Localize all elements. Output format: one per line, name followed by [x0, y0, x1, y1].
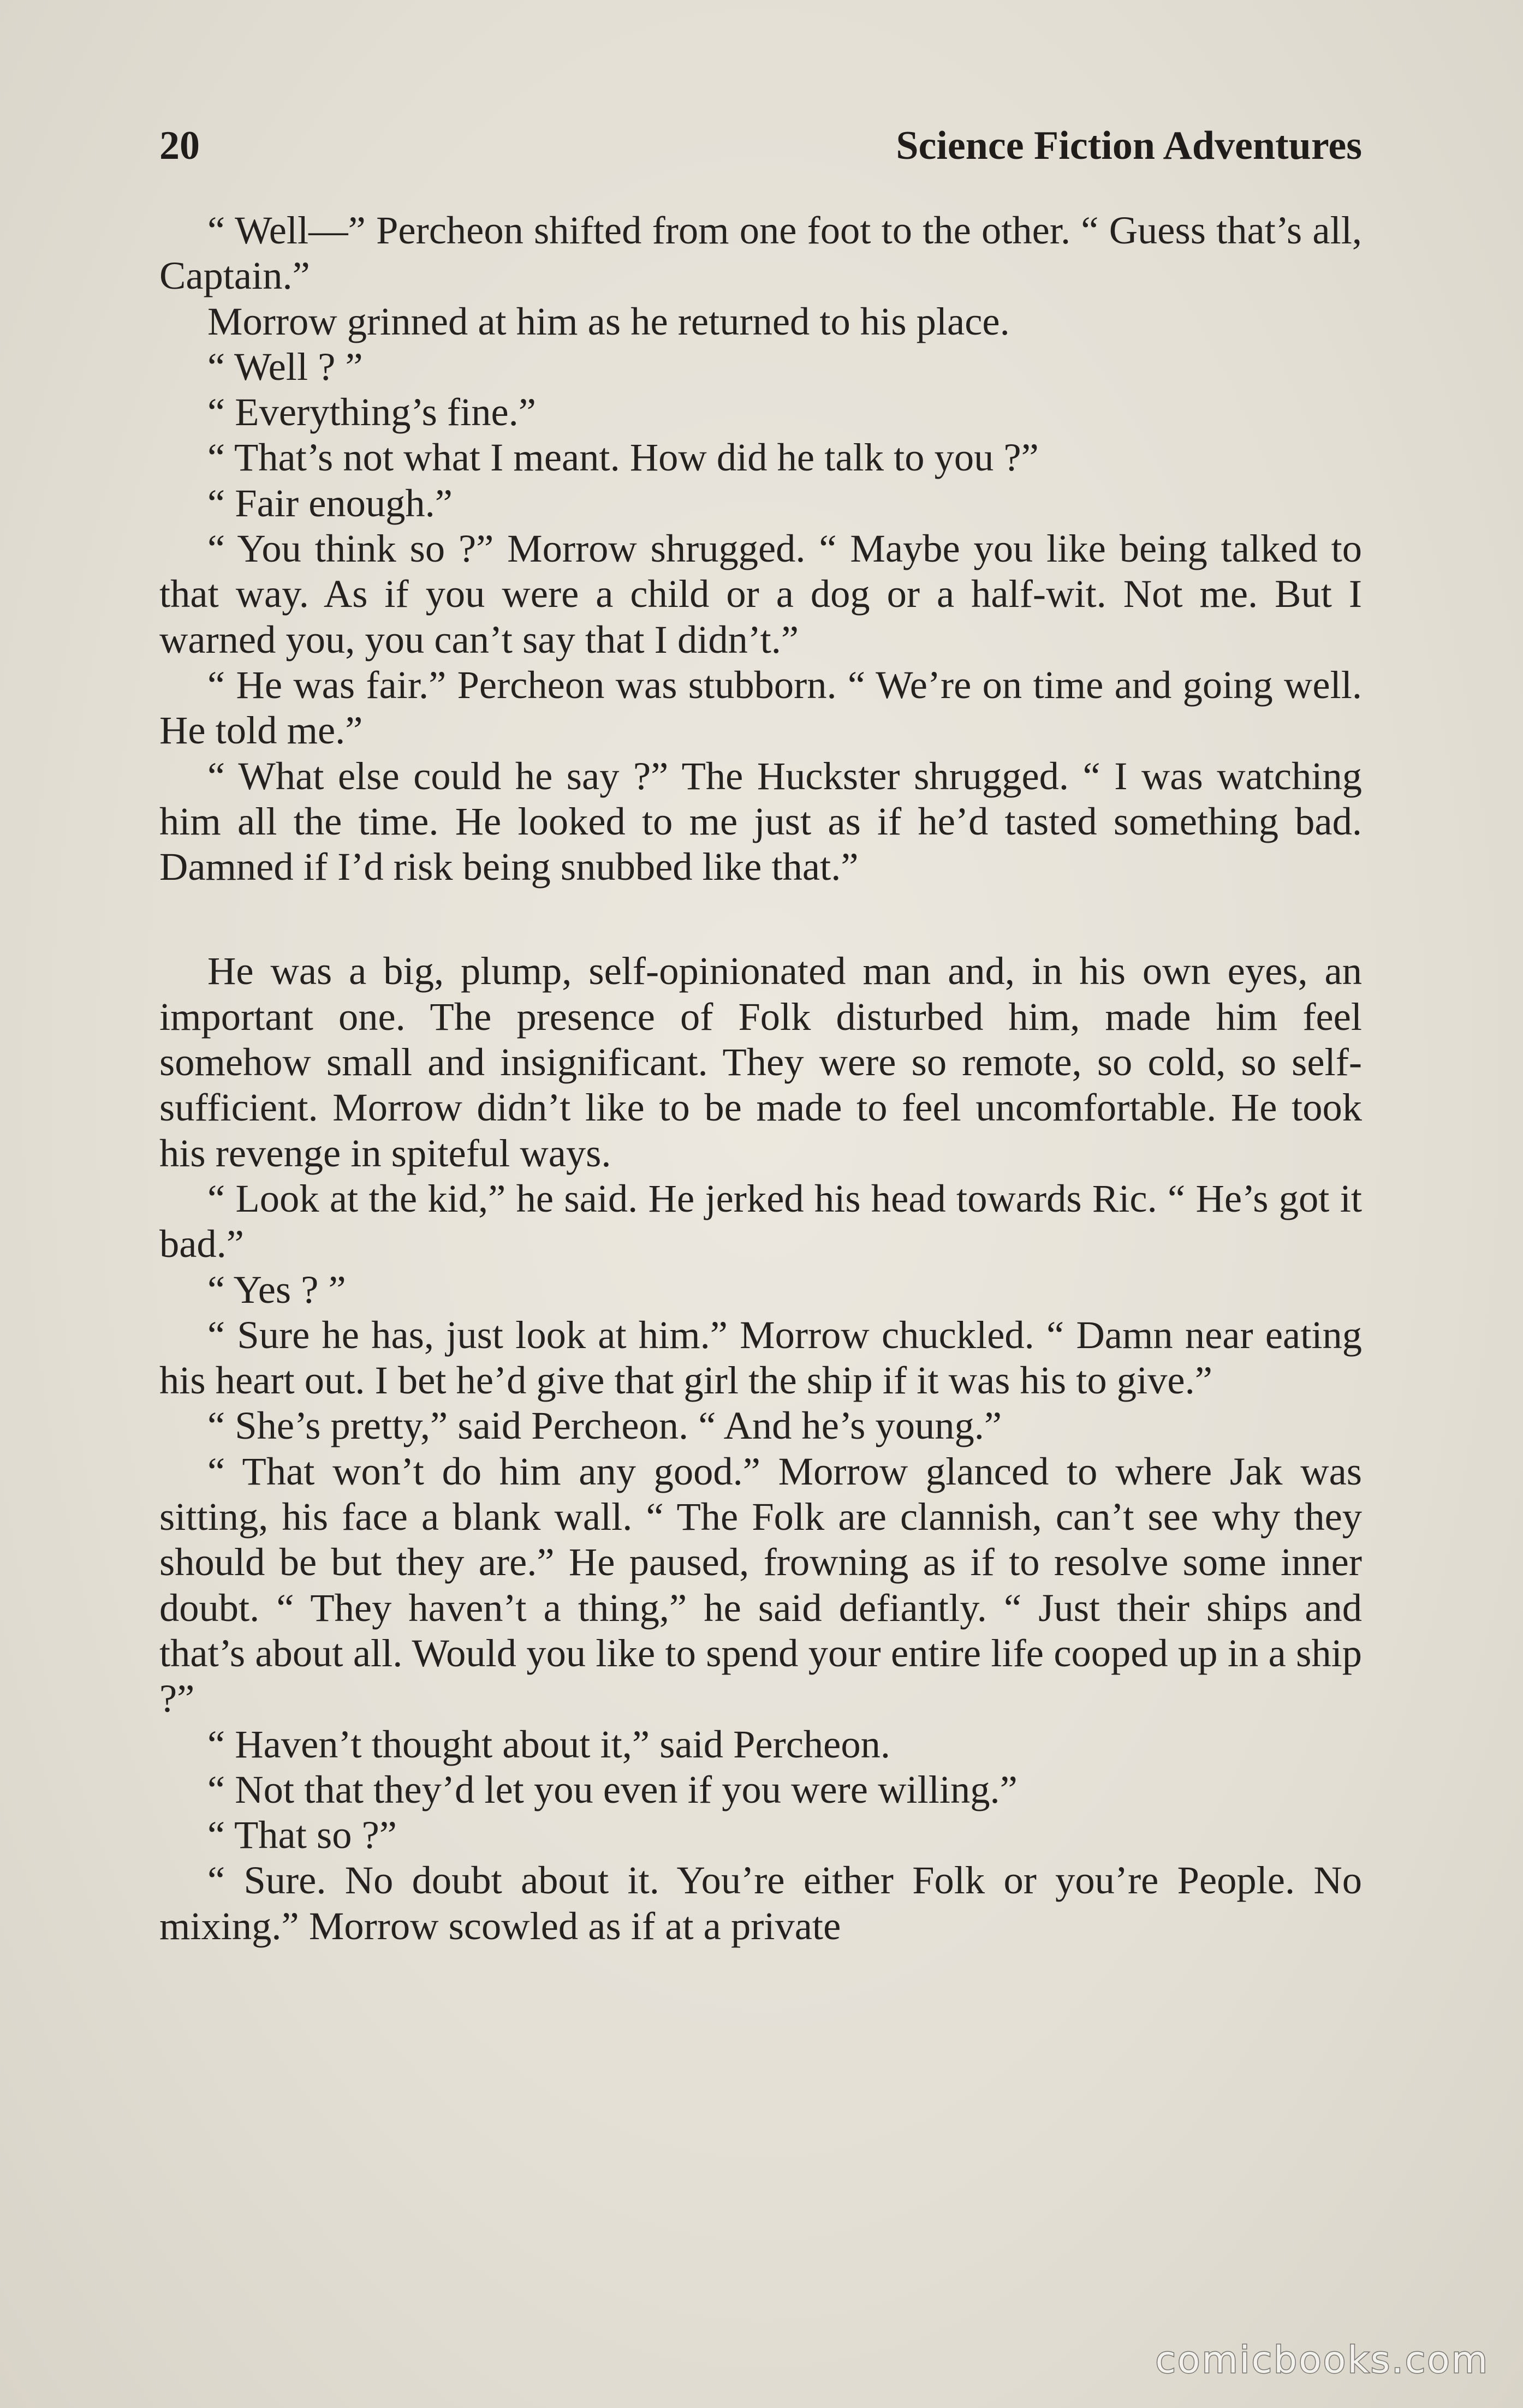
paragraph: “ That so ?”: [207, 1813, 397, 1857]
paragraph: “ Well—” Percheon shifted from one foot to the other. “ Guess that’s all, Captain.”: [159, 208, 1362, 298]
paragraph: Morrow grinned at him as he returned to his place.: [207, 299, 1010, 343]
paragraph: “ What else could he say ?” The Huckster shrugged. “ I was watching him all the time. He looked to me just as if he’d tasted something bad. Damned if I’d risk being snubbed like that.”: [159, 753, 1362, 889]
paragraph: “ She’s pretty,” said Percheon. “ And he’s young.”: [207, 1403, 1002, 1448]
paragraph: “ He was fair.” Percheon was stubborn. “ We’re on time and going well. He told me.”: [159, 662, 1362, 753]
paragraph: “ Yes ? ”: [207, 1267, 346, 1312]
paragraph: “ That’s not what I meant. How did he talk to you ?”: [207, 435, 1039, 480]
paragraph: “ Well ? ”: [207, 344, 363, 389]
paragraph: He was a big, plump, self-opinionated man and, in his own eyes, an important one. The presence of Folk disturbed him, made him feel somehow small and insignificant. They were so remote, so cold, so self-sufficient. Morrow didn’t like to be made to feel uncomfortable. He took his revenge in spiteful ways.: [159, 949, 1362, 1175]
page-header: [159, 112, 1362, 172]
paragraph: “ Haven’t thought about it,” said Percheon.: [207, 1721, 890, 1766]
paragraph: “ That won’t do him any good.” Morrow glanced to where Jak was sitting, his face a blank wall. “ The Folk are clannish, can’t see why they should be but they are.” He paused, frowning as if to resolve some inner doubt. “ They haven’t a thing,” he said defiantly. “ Just their ships and that’s about all. Would you like to spend your entire life cooped up in a ship ?”: [159, 1449, 1362, 1721]
body-text: [159, 207, 1362, 1948]
watermark: comicbooks.com: [1155, 2339, 1489, 2382]
paragraph: “ Sure he has, just look at him.” Morrow chuckled. “ Damn near eating his heart out. I bet he’d give that girl the ship if it was his to give.”: [159, 1312, 1362, 1403]
paragraph: “ Fair enough.”: [207, 480, 453, 525]
paragraph: “ Look at the kid,” he said. He jerked his head towards Ric. “ He’s got it bad.”: [159, 1176, 1362, 1266]
section-break: [159, 889, 1362, 948]
paragraph: “ You think so ?” Morrow shrugged. “ Maybe you like being talked to that way. As if you were a child or a dog or a half-wit. Not me. But I warned you, you can’t say that I didn’t.”: [159, 526, 1362, 661]
paragraph: “ Everything’s fine.”: [207, 390, 536, 434]
running-title: Science Fiction Adventures: [896, 123, 1362, 168]
paragraph: “ Sure. No doubt about it. You’re either Folk or you’re People. No mixing.” Morrow scowled as if at a private: [159, 1858, 1362, 1948]
page-number: 20: [159, 123, 200, 168]
paragraph: “ Not that they’d let you even if you were willing.”: [207, 1767, 1018, 1811]
